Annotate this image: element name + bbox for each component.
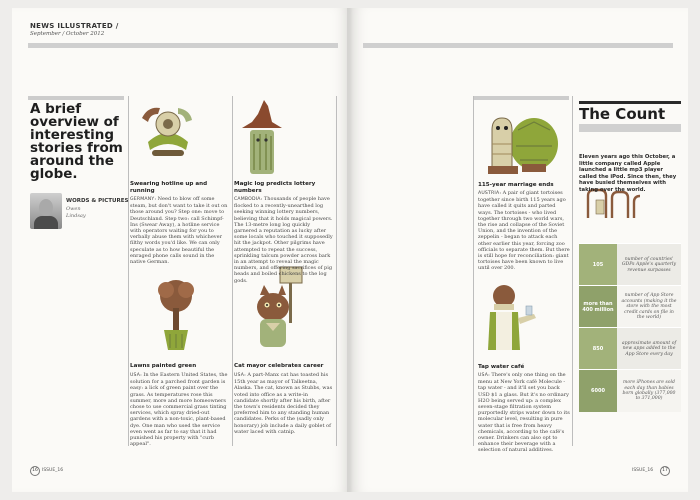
column-divider	[572, 96, 573, 446]
column-divider	[336, 96, 337, 446]
story-body	[234, 196, 334, 284]
story-body	[478, 190, 570, 272]
story-title: Magic log predicts lottery numbers	[234, 181, 316, 194]
stat-value: 105	[579, 244, 617, 286]
credit-name-last: Lindsay	[66, 213, 86, 219]
story-place: USA	[130, 373, 141, 378]
stat-row	[579, 369, 681, 412]
spine-gutter	[347, 8, 353, 492]
stat-value: more than 400 million	[579, 286, 617, 328]
stat-description: more iPhones are sold each day than babies born globally (377,000 to 371,000)	[617, 370, 681, 412]
story-text: : A pair of giant tortoises together since birth 115 years ago have called it quits and parted ways. The tortoises - who lived together through two world wars, the rise and collapse of the Soviet Union, and the invention of the zeppelin - began to attack each other earlier this year, forcing zoo officials to separate them. But there is still hope for reconciliation: giant tortoises have been known to live until over 200.	[478, 190, 570, 272]
magic-log-illustration	[238, 100, 286, 178]
telephone-illustration	[138, 100, 198, 176]
title-rule	[28, 96, 124, 100]
story-title: Lawns painted green	[130, 363, 197, 369]
count-band	[579, 124, 681, 132]
count-title: The Count	[579, 105, 666, 123]
story-title: Tap water café	[478, 364, 525, 370]
right-page-number: 17	[660, 466, 670, 476]
credit-label: WORDS & PICTURES	[66, 198, 129, 204]
story-text: : Thousands of people have flocked to a recently-unearthed log seeking winning lottery numbers, believing that it holds magical powers. The 13-metre long log quickly garnered a reputation as lucky after some locals who touched it supposedly hit the jackpot. Other pilgrims have attempted to repeat the success, sprinkling talcum powder across bark in an attempt to reveal the magic numbers, and offering sacrifices of pig heads and boiled chickens to the log gods.	[234, 196, 333, 284]
story-place: GERMANY	[130, 197, 155, 202]
issue-date: September / October 2012	[30, 31, 105, 37]
right-top-rule	[363, 43, 673, 48]
stat-row	[579, 327, 681, 370]
credit-name-first: Owen	[66, 206, 81, 212]
story-body	[130, 196, 230, 265]
stat-description: approximate amount of new apps added to the App Store every day	[617, 328, 681, 370]
left-top-rule	[28, 43, 338, 48]
right-footer-label: ISSUE_16	[632, 468, 654, 473]
left-footer-label: ISSUE_16	[42, 468, 64, 473]
story-body	[234, 372, 334, 435]
stat-value: 850	[579, 328, 617, 370]
story-text: : A part-Manx cat has toasted his 15th year as mayor of Talkeetna, Alaska. The cat, known as Stubbs, was voted into office as a write-in candidate shortly after his birth, after the town's residents decided they preferred him to any standing human candidates. Perks of the (sadly only honorary) job include a daily goblet of water laced with catnip.	[234, 372, 333, 435]
story-title: 115-year marriage ends	[478, 182, 554, 188]
painted-tree-illustration	[150, 276, 202, 354]
story-text: : There's only one thing on the menu at New York café Molecule - tap water - and it'll set you back USD $1 a glass. But it's no ordinary H2O being served up: a complex seven-stage filtration system purportedly strips water down to its molecular level, resulting in pure water that is free from heavy chemicals, according to the café's owner. Drinkers can also opt to enhance their beverage with a selection of natural additives.	[478, 372, 570, 454]
column-divider	[473, 96, 474, 446]
story-body	[478, 372, 570, 454]
feature-title: A brief overview of interesting stories from around the globe.	[30, 101, 123, 182]
waiter-illustration	[482, 282, 542, 352]
story-text: : Need to blow off some steam, but don't want to take it out on those around you? Step one: move to Deutschland. Step two: call Schimpf-Ins (Swear Away), a hotline service with operators waiting for you to verbally abuse them with whichever filthy words you'd like. We can only speculate as to how beautiful the enraged phone calls sound in the native German.	[130, 196, 228, 266]
story-title: Swearing hotline up and running	[130, 181, 208, 194]
story-place: AUSTRIA	[478, 191, 500, 196]
story-text: : In the Eastern United States, the solution for a parched front garden is easy: a lick of green paint over the grass. As temperatures rose this summer, more and more homeowners chose to use commercial grass tinting services, which spray dried-out gardens with a non-toxic, plant-based dye. One man who used the service even went as far to say that it had punished his property with "curb appeal".	[130, 372, 228, 448]
column-divider	[128, 96, 129, 446]
column-divider	[232, 96, 233, 446]
count-top-rule	[579, 101, 681, 104]
stat-row	[579, 243, 681, 286]
magazine-name: NEWS ILLUSTRATED /	[30, 22, 119, 30]
count-intro: Eleven years ago this October, a little company called Apple launched a little mp3 player called the iPod. Since then, they have busied themselves with taking over the world.	[579, 154, 677, 193]
author-avatar	[30, 193, 62, 229]
stat-value: 6000	[579, 370, 617, 412]
tortoises-illustration	[478, 100, 560, 176]
left-page-number: 16	[30, 466, 40, 476]
story-place: USA	[478, 373, 489, 378]
story-body	[130, 372, 230, 447]
story-place: CAMBODIA	[234, 197, 261, 202]
story-place: USA	[234, 373, 245, 378]
stat-row	[579, 285, 681, 328]
stat-description: number of App Store accounts (making it the store with the most credit cards on file in the world)	[617, 286, 681, 328]
story-title: Cat mayor celebrates career	[234, 363, 324, 369]
stat-description: number of countries' GDPs Apple's quarterly revenue surpasses	[617, 244, 681, 286]
